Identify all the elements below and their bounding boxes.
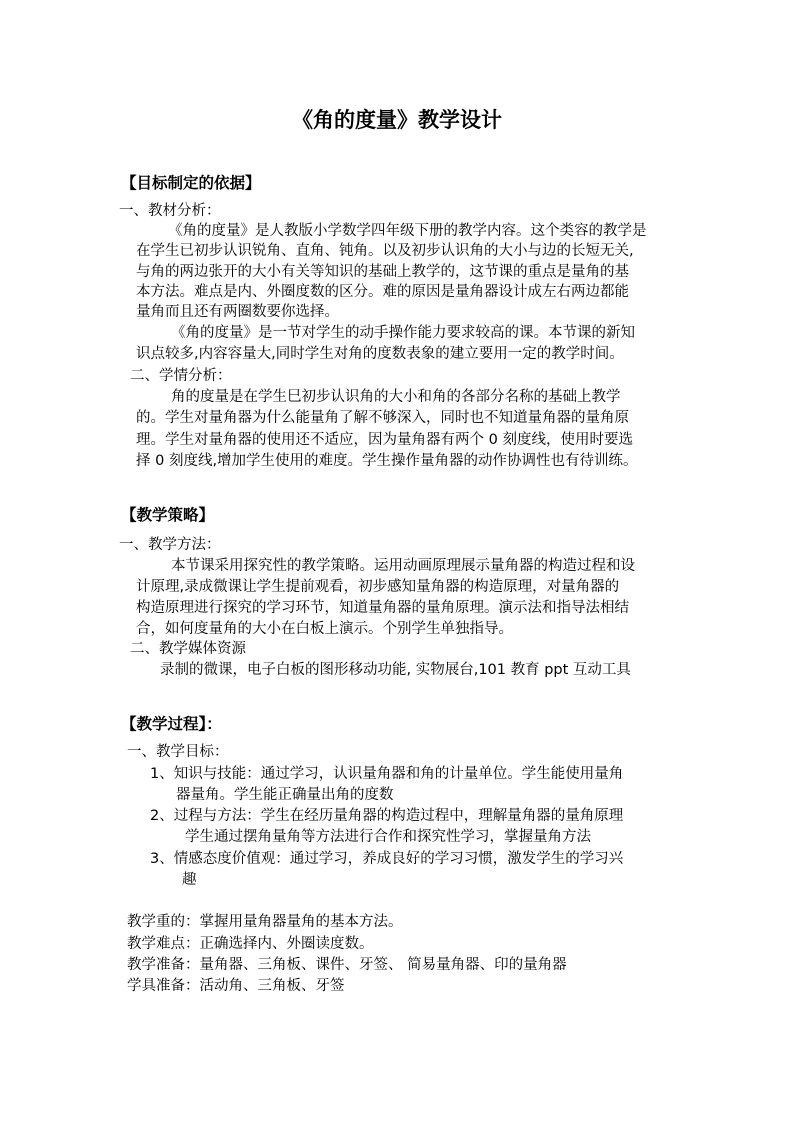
section-heading-strategy: 【教学策略】 (121, 506, 215, 524)
paragraph-line: 择 0 刻度线,增加学生使用的难度。学生操作量角器的动作协调性也有待训练。 (136, 453, 638, 469)
paragraph-line: 《角的度量》是人教版小学数学四年级下册的教学内容。这个类容的教学是 (168, 223, 647, 239)
paragraph-line: 合，如何度量角的大小在白板上演示。个别学生单独指导。 (136, 621, 513, 637)
paragraph-line: 《角的度量》是一节对学生的动手操作能力要求较高的课。本节课的新知 (171, 325, 635, 341)
paragraph-line: 2、过程与方法：学生在经历量角器的构造过程中，理解量角器的量角原理 (150, 808, 624, 824)
list-item: 二、教学媒体资源 (130, 641, 246, 657)
paragraph-line: 器量角。学生能正确量出角的度数 (176, 787, 394, 803)
paragraph-line: 量角而且还有两圈数要你选择。 (136, 304, 339, 320)
section-heading-basis: 【目标制定的依据】 (121, 174, 261, 192)
paragraph-line: 教学准备：量角器、三角板、课件、牙签、 简易量角器、印的量角器 (127, 957, 567, 973)
paragraph-line: 与角的两边张开的大小有关等知识的基础上教学的，这节课的重点是量角的基 (136, 264, 629, 280)
paragraph-line: 理。学生对量角器的使用还不适应，因为量角器有两个 0 刻度线，使用时要选 (136, 432, 633, 448)
list-item: 二、学情分析： (130, 368, 232, 384)
page-title: 《角的度量》教学设计 (292, 107, 502, 132)
paragraph-line: 教学重的：掌握用量角器量角的基本方法。 (127, 914, 403, 930)
paragraph-line: 教学难点：正确选择内、外圈读度数。 (127, 936, 374, 952)
paragraph-line: 识点较多,内容容量大,同时学生对角的度数表象的建立要用一定的教学时间。 (136, 346, 624, 362)
paragraph-line: 角的度量是在学生巳初步认识角的大小和角的各部分名称的基础上教学 (171, 389, 621, 405)
list-item: 一、教材分析： (119, 203, 221, 219)
list-item: 一、教学目标： (127, 744, 229, 760)
paragraph-line: 录制的微课，电子白板的图形移动功能, 实物展台,101 教育 ppt 互动工具 (160, 662, 631, 678)
paragraph-line: 计原理,录成微课让学生提前观看，初步感知量角器的构造原理，对量角器的 (136, 579, 620, 595)
paragraph-line: 本节课采用探究性的教学策略。运用动画原理展示量角器的构造过程和设 (171, 558, 635, 574)
paragraph-line: 趣 (182, 872, 197, 888)
paragraph-line: 学具准备：活动角、三角板、牙签 (127, 978, 345, 994)
paragraph-line: 的。学生对量角器为什么能量角了解不够深入，同时也不知道量角器的量角原 (136, 410, 629, 426)
paragraph-line: 本方法。难点是内、外圈度数的区分。难的原因是量角器设计成左右两边都能 (136, 284, 629, 300)
paragraph-line: 1、知识与技能：通过学习，认识量角器和角的计量单位。学生能使用量角 (150, 766, 624, 782)
paragraph-line: 3、情感态度价值观：通过学习，养成良好的学习习惯，激发学生的学习兴 (150, 851, 624, 867)
list-item: 一、教学方法： (119, 537, 221, 553)
paragraph-line: 在学生已初步认识锐角、直角、钝角。以及初步认识角的大小与边的长短无关, (136, 243, 634, 259)
paragraph-line: 学生通过摆角量角等方法进行合作和探究性学习，掌握量角方法 (185, 829, 591, 845)
section-heading-process: 【教学过程】： (121, 715, 222, 733)
paragraph-line: 构造原理进行探究的学习环节，知道量角器的量角原理。演示法和指导法相结 (136, 600, 629, 616)
